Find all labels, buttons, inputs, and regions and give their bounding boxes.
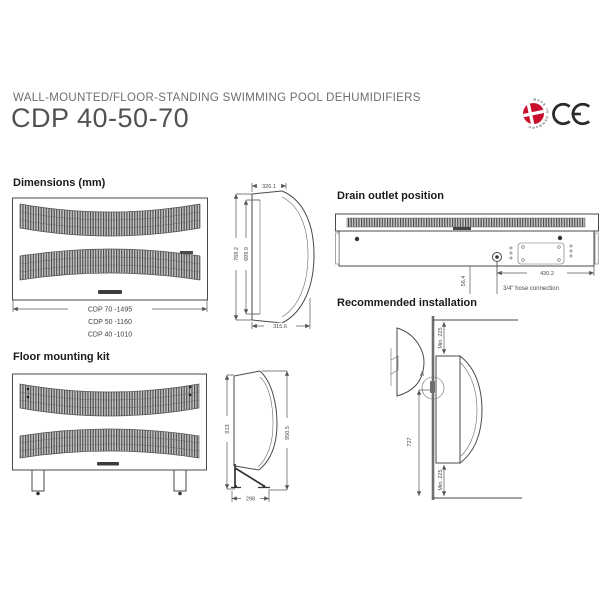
total-height-label: 950.5	[285, 426, 291, 440]
front-view-drawing	[12, 194, 208, 344]
base-depth-label: 298	[245, 496, 256, 503]
drain-vertical-dimension	[461, 262, 497, 294]
page-title: CDP 40-50-70	[11, 103, 190, 133]
top-clearance-dimension	[438, 322, 444, 354]
dimensions-heading: Dimensions (mm)	[13, 177, 106, 189]
badge-ring-label: MADE IN DENMARK	[527, 97, 550, 130]
depth-top-label: 326.1	[262, 184, 276, 190]
width-label-cdp50: CDP 50 -1160	[88, 319, 132, 326]
depth-bottom-label: 315.6	[273, 324, 287, 330]
ce-mark	[551, 101, 595, 132]
mount-height-label: 727	[407, 437, 413, 447]
detail-a-label: A	[419, 371, 425, 378]
ce-mark-icon	[551, 101, 595, 127]
bracket-detail-view	[391, 328, 424, 396]
unit-side-profile	[436, 356, 482, 463]
inner-height-label: 699.9	[244, 247, 250, 261]
unit-height-label: 913	[225, 424, 231, 434]
side-view-drawing	[224, 180, 324, 332]
unit-side-outline	[252, 191, 314, 323]
width-dimension	[13, 300, 207, 339]
model-label-mark	[180, 251, 193, 254]
floor-kit-side-drawing	[222, 360, 322, 508]
drain-outlet-port	[493, 253, 502, 262]
made-in-denmark-badge	[517, 97, 550, 130]
screw-dot	[558, 236, 562, 240]
unit-height-dimension	[225, 375, 304, 489]
bottom-clearance-dimension	[438, 465, 444, 496]
mount-height-dimension	[407, 390, 433, 496]
top-clearance-label: Min. 225	[438, 327, 444, 349]
base-depth-dimension	[232, 491, 269, 503]
drain-heading: Drain outlet position	[337, 190, 444, 202]
rear-grille-strip	[347, 218, 585, 227]
page-subtitle: WALL-MOUNTED/FLOOR-STANDING SWIMMING POOL DEHUMIDIFIERS	[13, 92, 421, 104]
access-panel	[518, 243, 564, 264]
bottom-clearance-label: Min. 225	[438, 469, 444, 491]
installation-drawing	[360, 310, 525, 510]
floor-kit-front-drawing	[12, 366, 222, 500]
brand-logo-mark	[453, 227, 471, 230]
brand-logo-mark	[97, 462, 119, 466]
floor-stand-legs	[32, 470, 186, 495]
unit-bottom-outline	[336, 214, 599, 266]
drain-horizontal-label: 430.2	[540, 271, 554, 277]
unit-side-outline	[234, 371, 277, 470]
floor-kit-heading: Floor mounting kit	[13, 351, 110, 363]
outer-height-label: 769.2	[234, 247, 240, 261]
brand-logo-mark	[98, 290, 122, 294]
width-label-cdp70: CDP 70 -1495	[87, 306, 133, 314]
hose-connection-note: 3/4" hose connection	[503, 286, 559, 292]
drain-outlet-drawing	[335, 206, 599, 296]
floor-stand-bracket	[231, 464, 270, 488]
screw-dot	[355, 237, 359, 241]
drain-vertical-label: 56,4	[461, 275, 467, 287]
depth-bottom-dimension	[252, 298, 310, 330]
width-label-cdp40: CDP 40 -1010	[87, 331, 133, 339]
installation-heading: Recommended installation	[337, 297, 477, 309]
